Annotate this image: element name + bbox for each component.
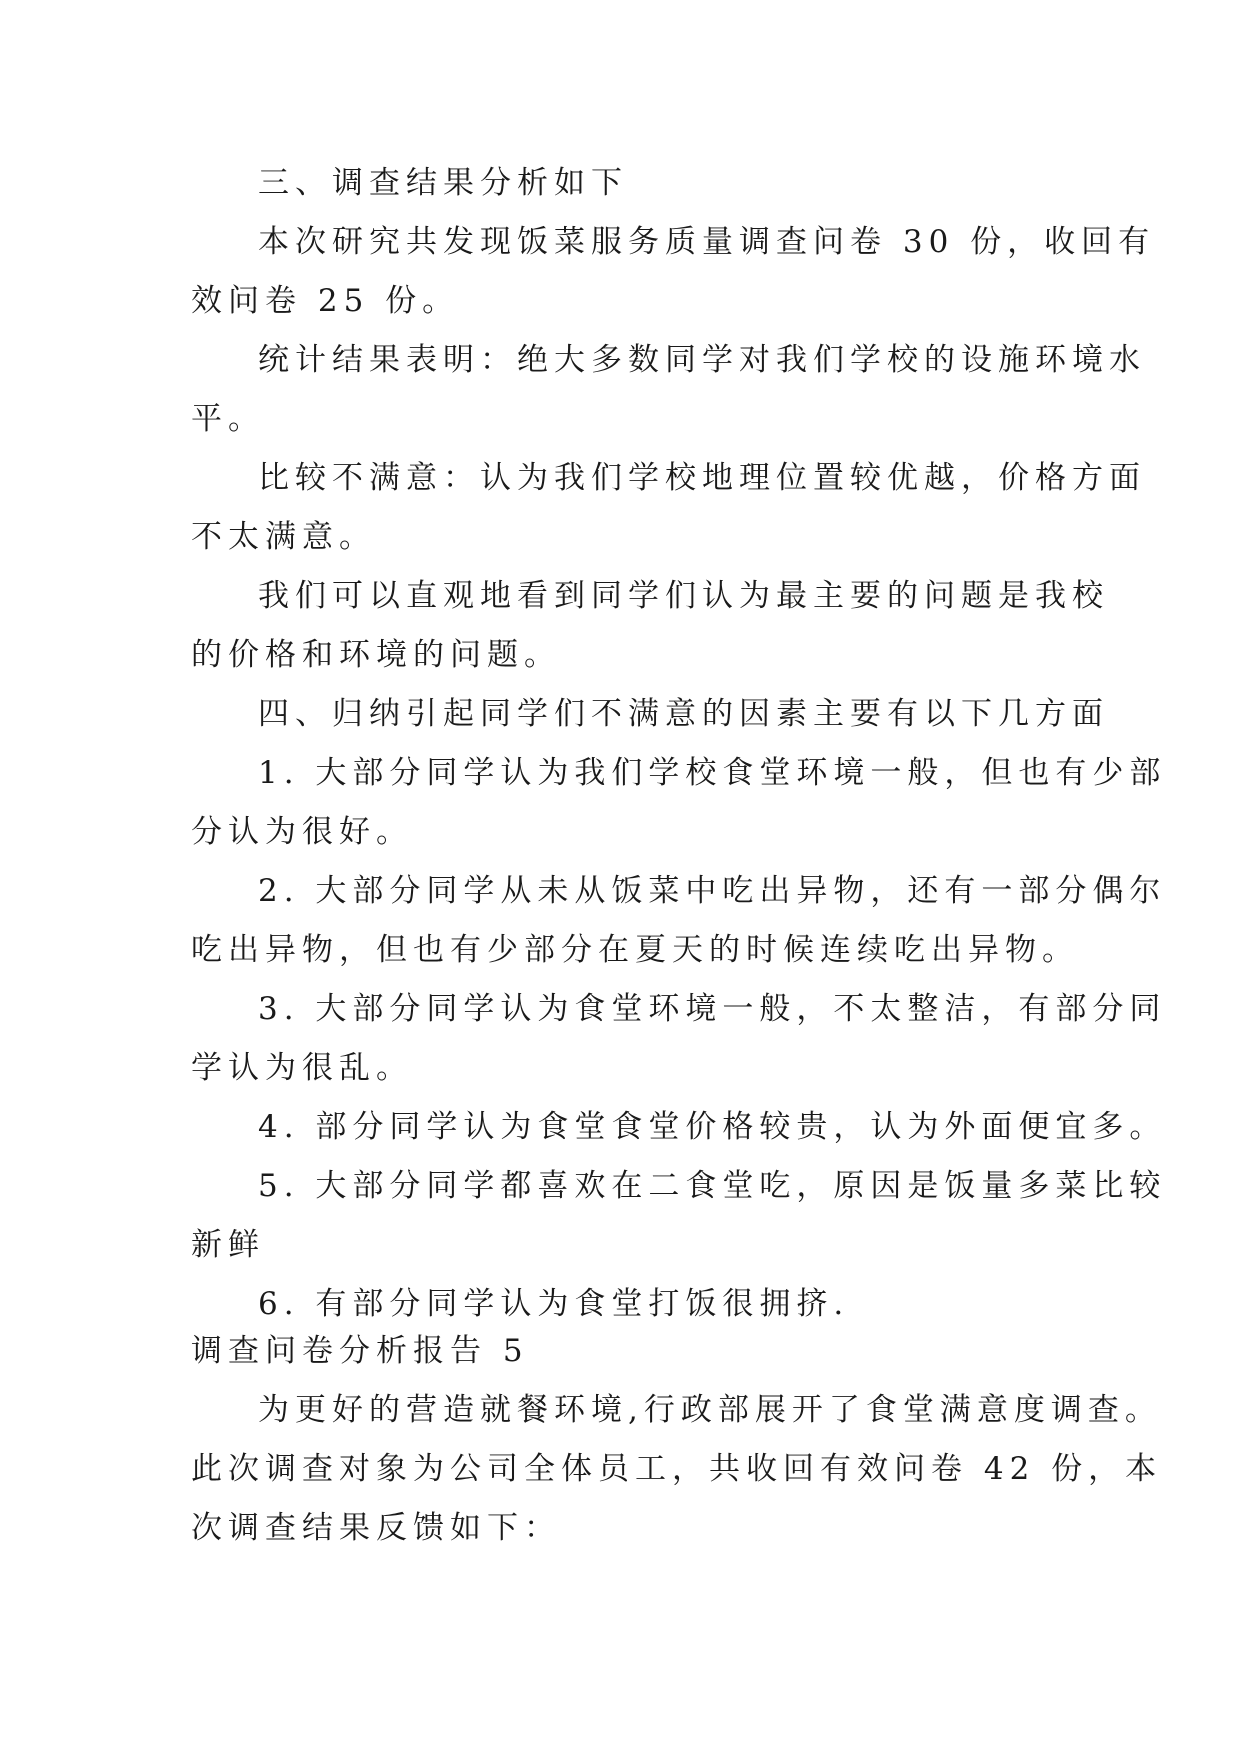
list-item-line: 3. 大部分同学认为食堂环境一般，不太整洁，有部分同 bbox=[258, 991, 1167, 1027]
paragraph-line: 效问卷 25 份。 bbox=[191, 283, 460, 319]
paragraph-line: 比较不满意：认为我们学校地理位置较优越，价格方面 bbox=[258, 460, 1146, 496]
list-item-line: 吃出异物，但也有少部分在夏天的时候连续吃出异物。 bbox=[191, 932, 1079, 968]
list-item-line: 6. 有部分同学认为食堂打饭很拥挤. bbox=[258, 1286, 850, 1322]
paragraph-line: 次调查结果反馈如下： bbox=[191, 1510, 561, 1546]
paragraph-line: 为更好的营造就餐环境,行政部展开了食堂满意度调查。 bbox=[258, 1392, 1162, 1428]
section-heading-3: 三、调查结果分析如下 bbox=[258, 165, 628, 201]
paragraph-line: 统计结果表明：绝大多数同学对我们学校的设施环境水 bbox=[258, 342, 1146, 378]
paragraph-line: 本次研究共发现饭菜服务质量调查问卷 30 份，收回有 bbox=[258, 224, 1156, 260]
section-heading-4: 四、归纳引起同学们不满意的因素主要有以下几方面 bbox=[258, 696, 1109, 732]
paragraph-line: 我们可以直观地看到同学们认为最主要的问题是我校 bbox=[258, 578, 1109, 614]
report-title: 调查问卷分析报告 5 bbox=[191, 1333, 529, 1369]
list-item-line: 分认为很好。 bbox=[191, 814, 413, 850]
paragraph-line: 的价格和环境的问题。 bbox=[191, 637, 561, 673]
list-item-line: 2. 大部分同学从未从饭菜中吃出异物，还有一部分偶尔 bbox=[258, 873, 1167, 909]
list-item-line: 4. 部分同学认为食堂食堂价格较贵，认为外面便宜多。 bbox=[258, 1109, 1167, 1145]
paragraph-line: 不太满意。 bbox=[191, 519, 376, 555]
paragraph-line: 此次调查对象为公司全体员工，共收回有效问卷 42 份，本 bbox=[191, 1451, 1163, 1487]
list-item-line: 1. 大部分同学认为我们学校食堂环境一般，但也有少部 bbox=[258, 755, 1167, 791]
list-item-line: 5. 大部分同学都喜欢在二食堂吃，原因是饭量多菜比较 bbox=[258, 1168, 1167, 1204]
list-item-line: 新鲜 bbox=[191, 1227, 265, 1263]
list-item-line: 学认为很乱。 bbox=[191, 1050, 413, 1086]
paragraph-line: 平。 bbox=[191, 401, 265, 437]
